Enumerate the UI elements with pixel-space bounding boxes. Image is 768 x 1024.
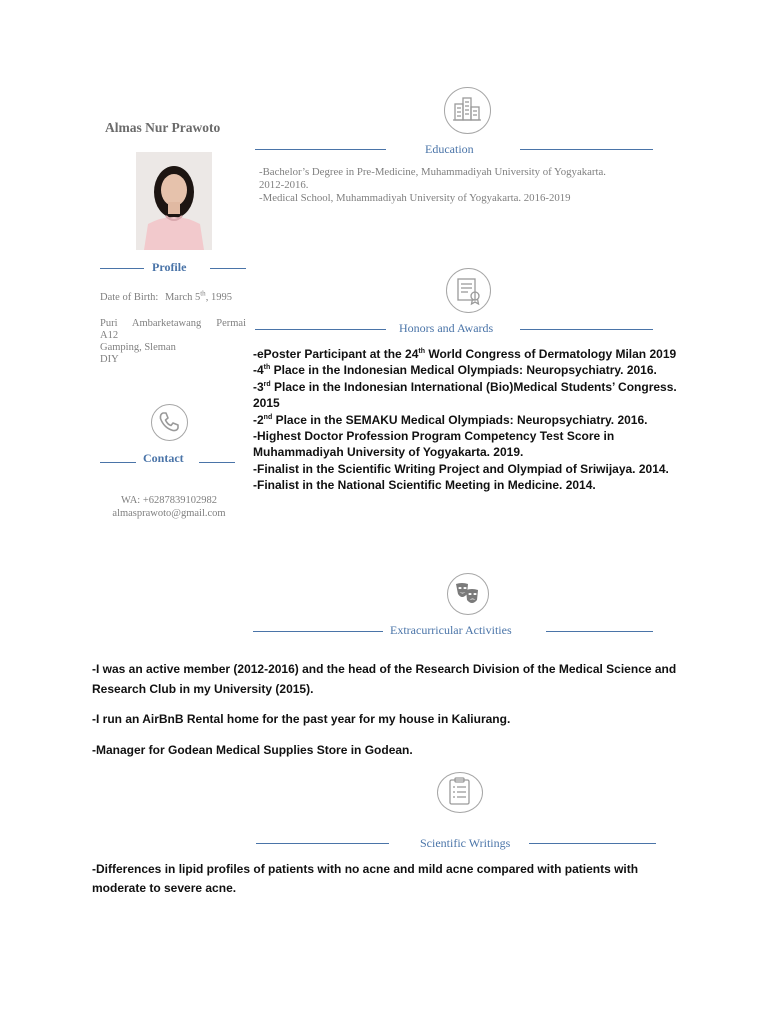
extracurricular-item: -I was an active member (2012-2016) and the head of the Research Division of the Medical Science and Research Club in my University (2015).: [92, 662, 677, 696]
honors-item: -Highest Doctor Profession Program Competency Test Score in Muhammadiyah University of Yogyakarta. 2019.: [253, 429, 615, 460]
education-heading: Education: [425, 142, 474, 156]
scientific-rule-left: [256, 843, 389, 844]
extracurricular-item: -I run an AirBnB Rental home for the past year for my house in Kaliurang.: [92, 712, 511, 726]
dob-label: Date of Birth:: [100, 292, 159, 303]
education-line-3: -Medical School, Muhammadiyah University of Yogyakarta. 2016-2019: [259, 192, 571, 204]
contact-rule-right: [199, 462, 235, 463]
honors-heading: Honors and Awards: [399, 321, 494, 335]
education-line-2: 2012-2016.: [259, 179, 309, 191]
scientific-rule-right: [529, 843, 656, 844]
scientific-list: [92, 860, 682, 898]
profile-rule-right: [210, 268, 246, 269]
date-of-birth: [100, 289, 232, 303]
education-text: [259, 166, 606, 205]
honors-item: -3rd Place in the Indonesian International (Bio)Medical Students’ Congress. 2015: [253, 379, 677, 411]
scientific-heading: Scientific Writings: [420, 836, 511, 850]
honors-item: -Finalist in the National Scientific Meeting in Medicine. 2014.: [253, 478, 596, 493]
honors-item: -2nd Place in the SEMAKU Medical Olympiads: Neuropsychiatry. 2016.: [253, 412, 648, 427]
extracurricular-rule-left: [253, 631, 383, 632]
address-line-1: Puri Ambarketawang Permai: [100, 318, 246, 329]
honors-rule-left: [255, 329, 386, 330]
honors-item: -4th Place in the Indonesian Medical Olympiads: Neuropsychiatry. 2016.: [253, 363, 657, 378]
profile-rule-left: [100, 268, 144, 269]
address-line-4: DIY: [100, 354, 119, 365]
contact-email[interactable]: almasprawoto@gmail.com: [112, 508, 226, 519]
clipboard-list-icon: [437, 772, 483, 813]
profile-name: Almas Nur Prawoto: [105, 120, 221, 135]
education-rule-right: [520, 149, 653, 150]
address-line-2: A12: [100, 330, 119, 341]
certificate-icon: [446, 268, 491, 313]
theater-masks-icon: [447, 573, 489, 615]
profile-photo: [136, 152, 212, 250]
scientific-item: -Differences in lipid profiles of patients with no acne and mild acne compared with patients with moderate to severe acne.: [92, 862, 639, 895]
honors-list: [253, 346, 683, 494]
extracurricular-item: -Manager for Godean Medical Supplies Store in Godean.: [92, 742, 413, 757]
contact-heading: Contact: [143, 451, 184, 465]
extracurricular-heading: Extracurricular Activities: [390, 623, 512, 637]
education-line-1: -Bachelor’s Degree in Pre-Medicine, Muhammadiyah University of Yogyakarta.: [259, 166, 607, 178]
portrait-illustration: [136, 152, 212, 250]
buildings-icon: [444, 87, 491, 134]
honors-rule-right: [520, 329, 653, 330]
dob-value: March 5th, 1995: [164, 289, 232, 303]
contact-rule-left: [100, 462, 136, 463]
address-line-3: Gamping, Sleman: [100, 342, 176, 353]
phone-icon: [151, 404, 188, 441]
extracurricular-rule-right: [546, 631, 653, 632]
extracurricular-list: [92, 660, 682, 760]
honors-item: -ePoster Participant at the 24th World Congress of Dermatology Milan 2019: [253, 347, 677, 361]
honors-item: -Finalist in the Scientific Writing Project and Olympiad of Sriwijaya. 2014.: [253, 461, 669, 476]
education-rule-left: [255, 149, 386, 150]
profile-heading: Profile: [152, 260, 187, 274]
contact-wa: WA: +6287839102982: [120, 495, 218, 506]
address: [100, 318, 246, 366]
